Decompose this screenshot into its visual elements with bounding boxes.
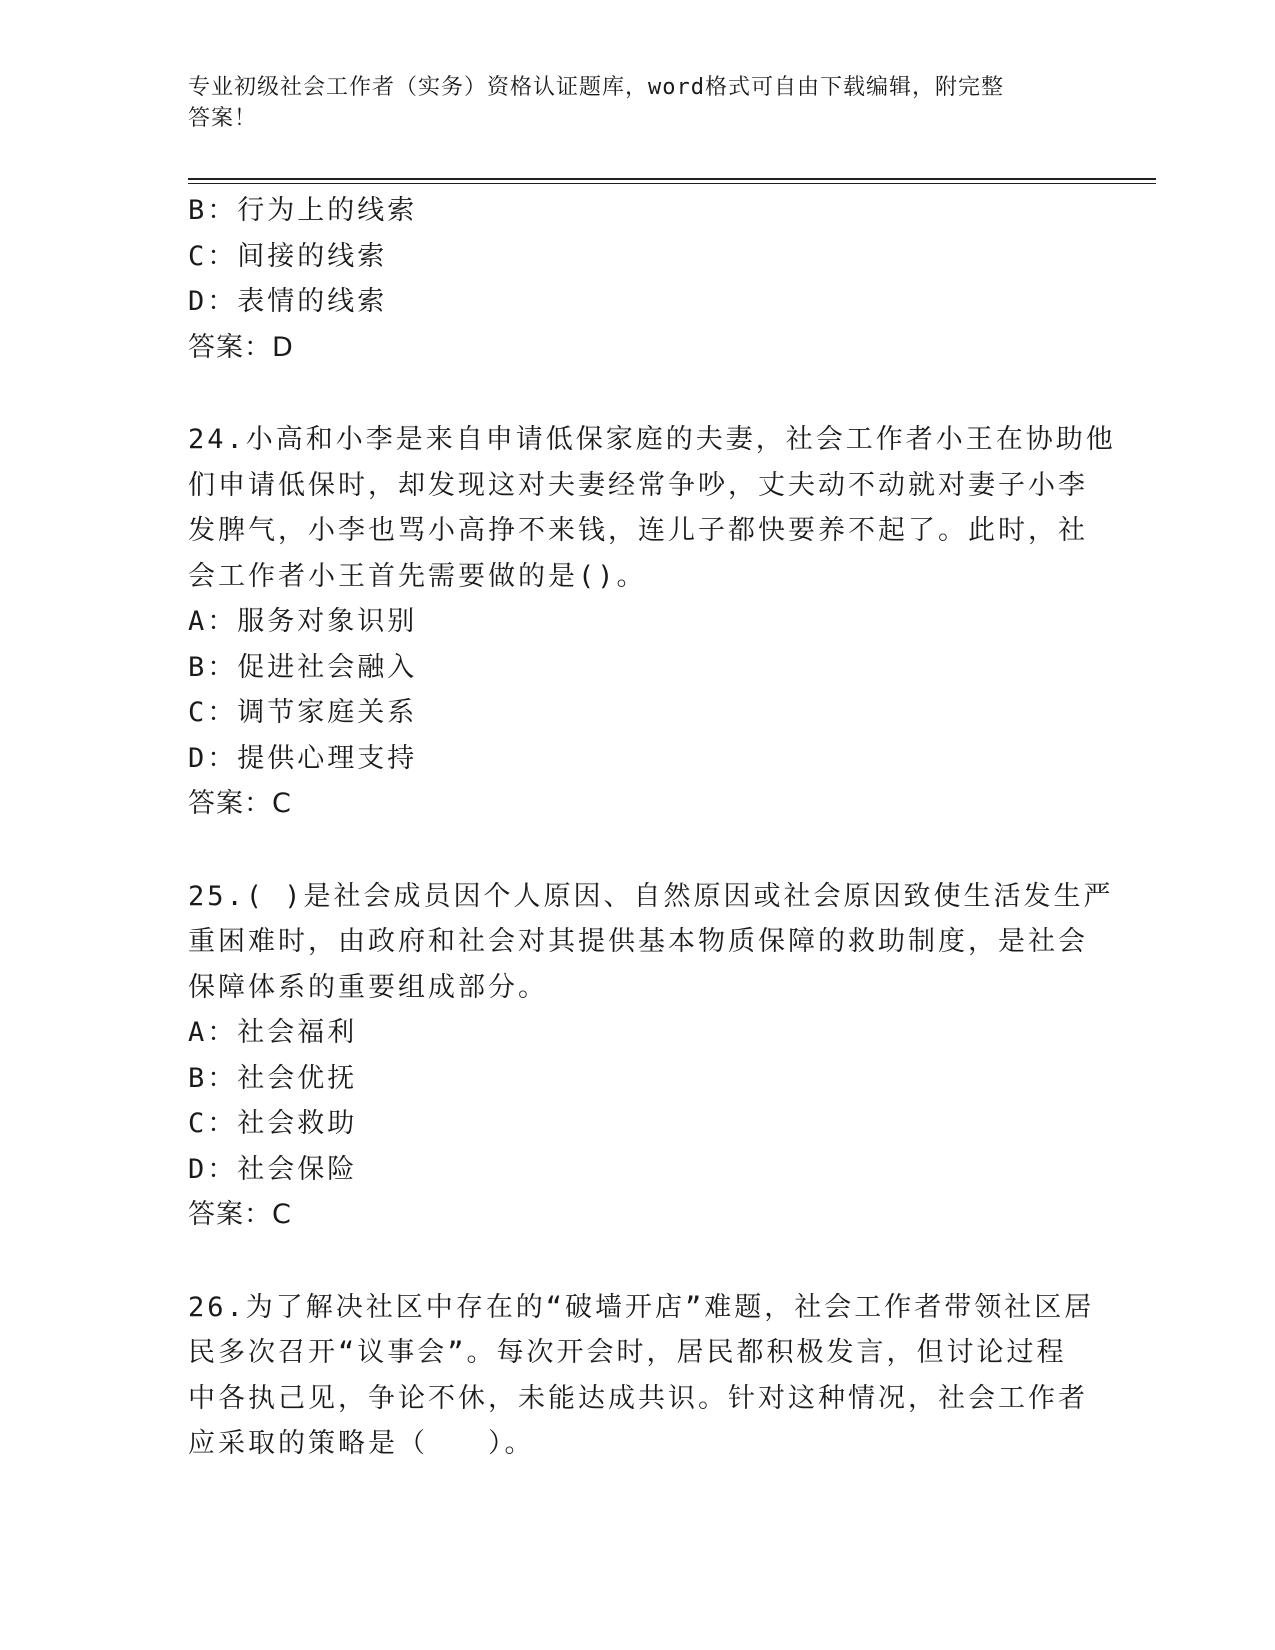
option-d: D：表情的线索 bbox=[188, 286, 388, 317]
question-text-line: 中各执己见，争论不休，未能达成共识。针对这种情况，社会工作者 bbox=[188, 1382, 1088, 1414]
question-text-line: 26.为了解决社区中存在的“破墙开店”难题，社会工作者带领社区居 bbox=[188, 1291, 1095, 1323]
option-b: B：行为上的线索 bbox=[188, 195, 418, 226]
header-line-2: 答案！ bbox=[188, 106, 258, 131]
question-text-line: 24.小高和小李是来自申请低保家庭的夫妻，社会工作者小王在协助他 bbox=[188, 424, 1116, 455]
option-d: D：社会保险 bbox=[188, 1153, 358, 1185]
answer-line: 答案：D bbox=[188, 331, 294, 363]
question-text-line: 25.( )是社会成员因个人原因、自然原因或社会原因致使生活发生严 bbox=[188, 880, 1114, 912]
question-text-line: 保障体系的重要组成部分。 bbox=[188, 971, 548, 1003]
option-c: C：社会救助 bbox=[188, 1108, 358, 1139]
question-content bbox=[188, 188, 1116, 1467]
option-b: B：促进社会融入 bbox=[188, 651, 418, 683]
header-line-1: 专业初级社会工作者（实务）资格认证题库，word格式可自由下载编辑，附完整 bbox=[188, 75, 1004, 100]
page-header bbox=[188, 72, 1088, 134]
header-rule-thin bbox=[188, 183, 1156, 184]
option-c: C：间接的线索 bbox=[188, 240, 388, 272]
option-b: B：社会优抚 bbox=[188, 1062, 358, 1094]
question-text-line: 们申请低保时，却发现这对夫妻经常争吵，丈夫动不动就对妻子小李 bbox=[188, 469, 1088, 501]
option-d: D：提供心理支持 bbox=[188, 742, 418, 774]
answer-line: 答案：C bbox=[188, 788, 292, 819]
question-26 bbox=[188, 1285, 1095, 1467]
question-text-line: 重困难时，由政府和社会对其提供基本物质保障的救助制度，是社会 bbox=[188, 926, 1088, 957]
answer-line: 答案：C bbox=[188, 1199, 292, 1230]
question-text-line: 应采取的策略是（ ）。 bbox=[188, 1428, 535, 1459]
header-rule-thick bbox=[188, 178, 1156, 180]
option-a: A：社会福利 bbox=[188, 1017, 358, 1048]
question-24 bbox=[188, 417, 1116, 827]
question-text-line: 民多次召开“议事会”。每次开会时，居民都积极发言，但讨论过程 bbox=[188, 1337, 1067, 1368]
option-c: C：调节家庭关系 bbox=[188, 697, 418, 728]
prev-question-block bbox=[188, 188, 1088, 370]
question-25 bbox=[188, 874, 1114, 1238]
question-text-line: 会工作者小王首先需要做的是()。 bbox=[188, 560, 647, 592]
question-text-line: 发脾气，小李也骂小高挣不来钱，连儿子都快要养不起了。此时，社 bbox=[188, 515, 1088, 546]
option-a: A：服务对象识别 bbox=[188, 606, 418, 637]
